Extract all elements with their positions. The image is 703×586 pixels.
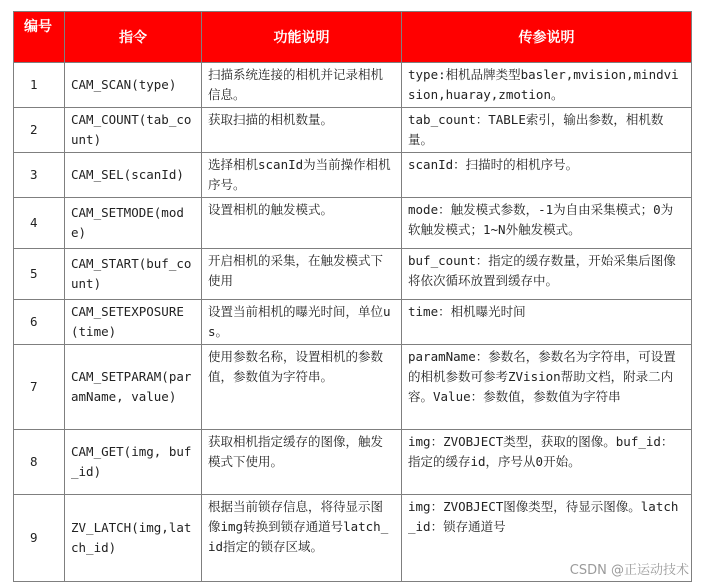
table-row [14,345,692,430]
row-command: CAM_COUNT(tab_count) [65,108,202,153]
row-command: CAM_GET(img, buf_id) [65,430,202,495]
row-params: type:相机品牌类型basler,mvision,mindvision,huaray,zmotion。 [402,63,692,108]
row-function: 使用参数名称，设置相机的参数值，参数值为字符串。 [202,345,402,430]
table-row [14,249,692,300]
row-params: scanId：扫描时的相机序号。 [402,153,692,198]
row-number: 8 [14,430,65,495]
row-command: ZV_LATCH(img,latch_id) [65,495,202,582]
row-command: CAM_START(buf_count) [65,249,202,300]
row-number: 3 [14,153,65,198]
row-number: 4 [14,198,65,249]
row-command: CAM_SEL(scanId) [65,153,202,198]
table-row [14,63,692,108]
row-params: tab_count：TABLE索引，输出参数，相机数量。 [402,108,692,153]
header-number: 编号 [14,12,65,63]
row-params: paramName：参数名，参数名为字符串，可设置的相机参数可参考ZVision帮助文档，附录二内容。Value：参数值，参数值为字符串 [402,345,692,430]
row-number: 7 [14,345,65,430]
row-number: 2 [14,108,65,153]
row-function: 扫描系统连接的相机并记录相机信息。 [202,63,402,108]
header-command: 指令 [65,12,202,63]
row-command: CAM_SETMODE(mode) [65,198,202,249]
row-function: 设置当前相机的曝光时间，单位us。 [202,300,402,345]
table-row [14,300,692,345]
header-row [14,12,692,63]
row-command: CAM_SETPARAM(paramName, value) [65,345,202,430]
row-function: 获取相机指定缓存的图像，触发模式下使用。 [202,430,402,495]
row-params: mode：触发模式参数，-1为自由采集模式；0为软触发模式；1~N外触发模式。 [402,198,692,249]
row-number: 6 [14,300,65,345]
table-row [14,198,692,249]
watermark: CSDN @正运动技术 [569,563,689,578]
row-function: 设置相机的触发模式。 [202,198,402,249]
row-function: 获取扫描的相机数量。 [202,108,402,153]
row-command: CAM_SETEXPOSURE(time) [65,300,202,345]
row-number: 9 [14,495,65,582]
table-row [14,430,692,495]
row-function: 开启相机的采集，在触发模式下使用 [202,249,402,300]
row-command: CAM_SCAN(type) [65,63,202,108]
row-params: buf_count：指定的缓存数量，开始采集后图像将依次循环放置到缓存中。 [402,249,692,300]
header-params: 传参说明 [402,12,692,63]
row-function: 根据当前锁存信息，将待显示图像img转换到锁存通道号latch_id指定的锁存区域。 [202,495,402,582]
row-params: img：ZVOBJECT类型，获取的图像。buf_id：指定的缓存id，序号从0开始。 [402,430,692,495]
header-function: 功能说明 [202,12,402,63]
table-row [14,108,692,153]
row-function: 选择相机scanId为当前操作相机序号。 [202,153,402,198]
row-params: time：相机曝光时间 [402,300,692,345]
row-number: 1 [14,63,65,108]
row-number: 5 [14,249,65,300]
table-row [14,153,692,198]
command-table [13,11,692,582]
row-params: img：ZVOBJECT图像类型，待显示图像。latch_id：锁存通道号 [402,495,692,582]
